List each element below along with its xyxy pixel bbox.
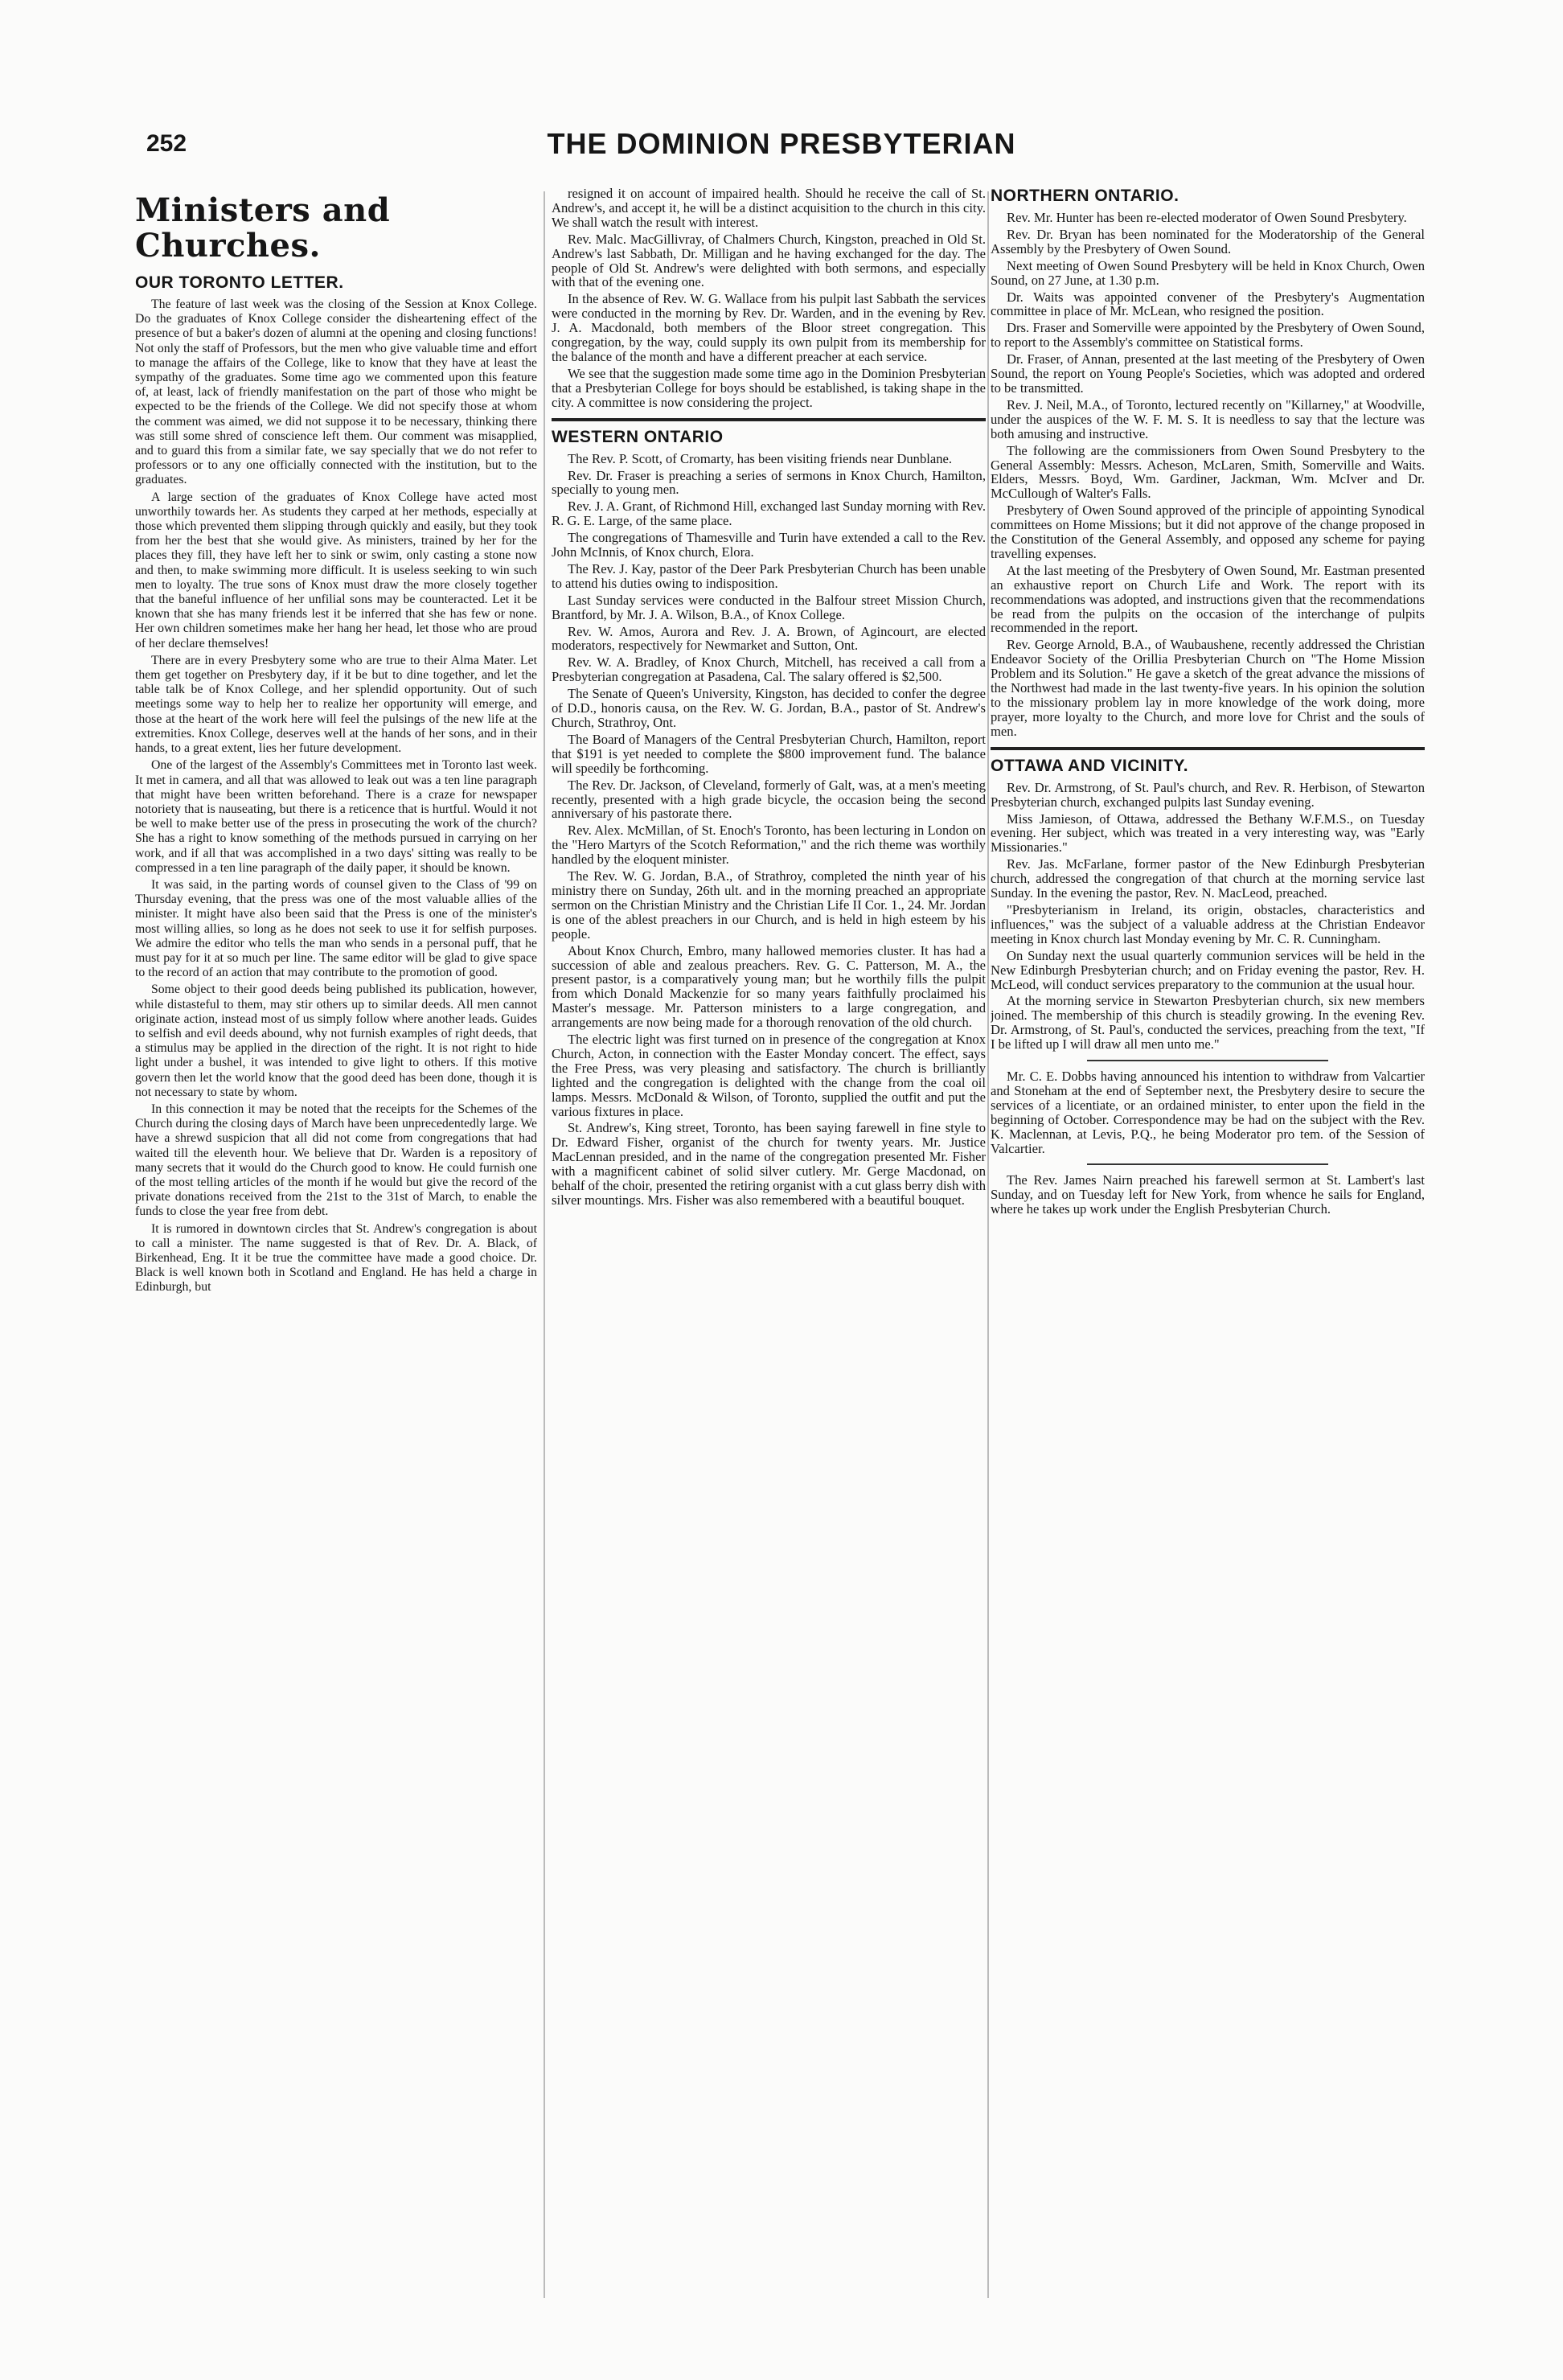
article-paragraph: It was said, in the parting words of counsel given to the Class of '99 on Thursday evening, that the press was one of the most valuable allies of the minister. It might have also been said that the Press is one of the minister's most willing allies, so long as he does not seek to use it for selfish purposes. We admire the editor who tells the man who sends in a personal puff, that he must pay for it at so much per line. The same editor will be glad to give space to the record of an action that may contribute to the promotion of good.	[135, 877, 537, 980]
article-paragraph: Rev. Dr. Fraser is preaching a series of sermons in Knox Church, Hamilton, specially to young men.	[552, 467, 986, 498]
article-paragraph: The congregations of Thamesville and Turin have extended a call to the Rev. John McInnis, of Knox church, Elora.	[552, 530, 986, 560]
article-paragraph: The following are the commissioners from Owen Sound Presbytery to the General Assembly: Messrs. Acheson, McLaren, Smith, Somerville and Waits. Elders, Messrs. Boyd, Wm. Gardiner, Jackman, Wm. McIver and Dr. McCullough of Walter's Falls.	[991, 442, 1425, 502]
divider	[1087, 1163, 1328, 1165]
article-paragraph: Next meeting of Owen Sound Presbytery will be held in Knox Church, Owen Sound, on 27 June, at 1.30 p.m.	[991, 257, 1425, 288]
article-paragraph: Rev. J. Neil, M.A., of Toronto, lectured recently on "Killarney," at Woodville, under the auspices of the W. F. M. S. It is needless to say that the lecture was both amusing and instructive.	[991, 396, 1425, 441]
article-paragraph: In the absence of Rev. W. G. Wallace from his pulpit last Sabbath the services were conducted in the morning by Rev. Dr. Warden, and in the evening by Rev. J. A. Macdonald, both members of the Bloor street congregation. This congregation, by the way, could supply its own pulpit from its membership for the balance of the month and have a different preacher at each service.	[552, 291, 986, 364]
article-paragraph: It is rumored in downtown circles that St. Andrew's congregation is about to call a minister. The name suggested is that of Rev. Dr. A. Black, of Birkenhead, Eng. It it be true the committee have made a good choice. Dr. Black is well known both in Scotland and England. He has held a charge in Edinburgh, but	[135, 1221, 537, 1295]
article-paragraph: Rev. Malc. MacGillivray, of Chalmers Church, Kingston, preached in Old St. Andrew's last Sabbath, Dr. Milligan and he having exchanged for the day. The people of Old St. Andrew's were delighted with both sermons, and especially with that of the evening one.	[552, 231, 986, 290]
column-rule	[544, 191, 545, 2298]
article-paragraph: "Presbyterianism in Ireland, its origin, obstacles, characteristics and influences," was the subject of a valuable address at the Christian Endeavor meeting in Knox church last Monday evening by Mr. C. R. Cunningham.	[991, 901, 1425, 946]
article-paragraph: Rev. Jas. McFarlane, former pastor of the New Edinburgh Presbyterian church, addressed the congregation of that church at the morning service last Sunday. In the evening the pastor, Rev. N. MacLeod, preached.	[991, 856, 1425, 901]
article-paragraph: Rev. Dr. Armstrong, of St. Paul's church, and Rev. R. Herbison, of Stewarton Presbyterian church, exchanged pulpits last Sunday evening.	[991, 779, 1425, 810]
article-paragraph: The Rev. Dr. Jackson, of Cleveland, formerly of Galt, was, at a men's meeting recently, presented with a high grade bicycle, the occasion being the second anniversary of his pastorate there.	[552, 777, 986, 822]
divider	[1087, 1060, 1328, 1061]
article-paragraph: The Board of Managers of the Central Presbyterian Church, Hamilton, report that $191 is yet needed to complete the $800 improvement fund. The balance will speedily be forthcoming.	[552, 731, 986, 776]
ottawa-heading: OTTAWA AND VICINITY.	[991, 747, 1425, 776]
ottawa-body	[991, 781, 1425, 1052]
article-paragraph: At the morning service in Stewarton Presbyterian church, six new members joined. The membership of this church is steadily growing. In the evening Rev. Dr. Armstrong, of St. Paul's, conducted the services, preaching from the text, "If I be lifted up I will draw all men unto me."	[991, 993, 1425, 1053]
toronto-letter-continued	[552, 187, 986, 410]
column-2	[552, 187, 986, 2309]
northern-ontario-heading: NORTHERN ONTARIO.	[991, 187, 1179, 205]
valcartier-notice	[991, 1069, 1425, 1155]
column-3	[991, 187, 1425, 2309]
article-paragraph: The Rev. P. Scott, of Cromarty, has been visiting friends near Dunblane.	[568, 450, 953, 466]
column-rule	[987, 191, 989, 2298]
article-paragraph: St. Andrew's, King street, Toronto, has been saying farewell in fine style to Dr. Edward Fisher, organist of the church for twenty years. Mr. Justice MacLennan presided, and in the name of the congregation presented Mr. Fisher with a magnificent cabinet of solid silver cutlery. Mr. Gerge Macdonad, on behalf of the choir, presented the retiring organist with a cut glass berry dish with silver mountings. Mrs. Fisher was also remembered with a beautiful bouquet.	[552, 1120, 986, 1208]
article-paragraph: Dr. Waits was appointed convener of the Presbytery's Augmentation committee in place of Mr. McLean, who resigned the position.	[991, 289, 1425, 319]
article-paragraph: In this connection it may be noted that the receipts for the Schemes of the Church during the closing days of March have been unprecedentedly large. We have a shrewd suspicion that all did not come from congregations that had waited till the eleventh hour. We believe that Dr. Warden is a repository of many secrets that it would do the Church good to know. He could furnish one of the most telling articles of the month if he would but give the record of the private donations received from the 21st to the 31st of March, to enable the funds to close the year free from debt.	[135, 1102, 537, 1219]
column-1	[135, 187, 537, 2309]
toronto-letter-body	[135, 298, 537, 1295]
article-paragraph: One of the largest of the Assembly's Committees met in Toronto last week. It met in camera, and all that was allowed to leak out was a ten line paragraph that might have been written beforehand. There is a craze for newspaper notoriety that is nauseating, but there is a reticence that is hurtful. Would it not be well to make better use of the press in prosecuting the work of the church? She has a right to know something of the methods pursued in carrying on her work, and if all that was accomplished in a two days' sitting was really to be compressed in a ten line paragraph of the daily paper, it should be known.	[135, 758, 537, 875]
article-paragraph: There are in every Presbytery some who are true to their Alma Mater. Let them get together on Presbytery day, if it be but to dine together, and let the table talk be of Knox College, and her splendid opportunity. Out of such meetings some way to help her to realize her opportunity will emerge, and those at the heart of the work here will feel the pulsings of the new life at the extremities. Knox College, deserves well at the hands of her sons, and in their hands, to a great extent, lies her future development.	[135, 653, 537, 756]
article-paragraph: We see that the suggestion made some time ago in the Dominion Presbyterian that a Presbyterian College for boys should be established, is taking shape in the city. A committee is now considering the project.	[552, 365, 986, 410]
article-paragraph: The Rev. J. Kay, pastor of the Deer Park Presbyterian Church has been unable to attend his duties owing to indisposition.	[552, 560, 986, 591]
article-paragraph: A large section of the graduates of Knox College have acted most unworthily towards her. As students they carped at her methods, especially at those which prevented them slipping through quickly and easily, but they took from her the best that she would give. As ministers, trained by her for the places they fill, they have left her to sink or swim, only casting a stone now and then, to make swimming more difficult. It is useless seeking to win such men to loyalty. The true sons of Knox must draw the more closely together that the baneful influence of her unfilial sons may be counteracted. Let it be known that she has many friends lest it be inferred that she has few or none. Her own children sometimes make her hang her head, let those who are proud of her declare themselves!	[135, 490, 537, 650]
article-paragraph: Rev. W. A. Bradley, of Knox Church, Mitchell, has received a call from a Presbyterian congregation at Pasadena, Cal. The salary offered is $2,500.	[552, 654, 986, 685]
article-paragraph: The Senate of Queen's University, Kingston, has decided to confer the degree of D.D., honoris causa, on the Rev. W. G. Jordan, B.A., pastor of St. Andrew's Church, Strathroy, Ont.	[552, 686, 986, 730]
article-paragraph: About Knox Church, Embro, many hallowed memories cluster. It has had a succession of able and zealous preachers. Rev. G. C. Patterson, M. A., the present pastor, is a comparatively young man; but he worthily fills the pulpit from which Donald Mackenzie for so many years faithfully proclaimed his Master's message. Mr. Patterson ministers to a large congregation, and arrangements are now being made for a thorough renovation of the old church.	[552, 942, 986, 1031]
western-ontario-heading: WESTERN ONTARIO	[552, 418, 986, 447]
article-paragraph: Rev. J. A. Grant, of Richmond Hill, exchanged last Sunday morning with Rev. R. G. E. Large, of the same place.	[552, 499, 986, 529]
article-paragraph: Rev. Alex. McMillan, of St. Enoch's Toronto, has been lecturing in London on the "Hero Martyrs of the Scotch Reformation," and the rich theme was worthily handled by the eloquent minister.	[552, 823, 986, 868]
article-paragraph: Last Sunday services were conducted in the Balfour street Mission Church, Brantford, by Mr. J. A. Wilson, B.A., of Knox College.	[552, 592, 986, 622]
article-paragraph: On Sunday next the usual quarterly communion services will be held in the New Edinburgh Presbyterian church; and on Friday evening the pastor, Rev. H. McLeod, will conduct services preparatory to the communion at the usual hour.	[991, 947, 1425, 992]
article-paragraph: Some object to their good deeds being published its publication, however, while distasteful to them, may stir others up to similar deeds. All men cannot originate action, instead most of us simply follow where another leads. Guides to selfish and evil deeds abound, why not furnish examples of right deeds, that a stimulus may be applied in the direction of the right. It is not right to hide light under a bushel, it was intended to give light to others. If this motive govern then let the world know that the good deed has been done, though it is not necessary to state by whom.	[135, 983, 537, 1099]
nairn-notice	[991, 1173, 1425, 1217]
article-paragraph: Rev. W. Amos, Aurora and Rev. J. A. Brown, of Agincourt, are elected moderators, respectively for Newmarket and Sutton, Ont.	[552, 623, 986, 654]
section-title: Ministers and Churches.	[135, 191, 391, 265]
article-paragraph: At the last meeting of the Presbytery of Owen Sound, Mr. Eastman presented an exhaustive report on Church Life and Work. The report with its recommendations was adopted, and instructions given that the recommendations be read from the pulpits on the occasion of the interchange of pulpits recommended in the report.	[991, 562, 1425, 636]
article-paragraph: Rev. Mr. Hunter has been re-elected moderator of Owen Sound Presbytery.	[1007, 210, 1407, 225]
publication-title: THE DOMINION PRESBYTERIAN	[547, 127, 1016, 160]
article-paragraph: The electric light was first turned on in presence of the congregation at Knox Church, Acton, in connection with the Easter Monday concert. The effect, says the Free Press, was very pleasing and satisfactory. The church is brilliantly lighted and the congregation is delighted with the change from the coal oil lamps. Messrs. McDonald & Wilson, of Toronto, supplied the outfit and put the various fixtures in place.	[552, 1032, 986, 1119]
article-paragraph: The feature of last week was the closing of the Session at Knox College. Do the graduates of Knox College consider the disheartening effect of the presence of but a baker's dozen of alumni at the opening and closing functions! Not only the staff of Professors, but the men who give valuable time and effort to manage the affairs of the College, like to know that they have at least the sympathy of the graduates. Some time ago we commented upon this feature of, at least, lack of friendly manifestation on the part of those who might be expected to be the friends of the College. We did not specify those at whom the comment was aimed, we did not suppose it to be necessary, thinking there was still some shred of conscience left them. Our comment was misapplied, and to guard this from a similar fate, we say specially that we do not refer to professors or to any one officially connected with the institution, but to the graduates.	[135, 298, 537, 487]
article-paragraph: Dr. Fraser, of Annan, presented at the last meeting of the Presbytery of Owen Sound, the report on Young People's Societies, which was adopted and ordered to be transmitted.	[991, 351, 1425, 396]
article-paragraph: Miss Jamieson, of Ottawa, addressed the Bethany W.F.M.S., on Tuesday evening. Her subject, which was treated in a very interesting way, was "Early Missionaries."	[991, 810, 1425, 856]
article-paragraph: resigned it on account of impaired health. Should he receive the call of St. Andrew's, and accept it, he will be a distinct acquisition to the church in this city. We shall watch the result with interest.	[552, 187, 986, 230]
article-paragraph: Presbytery of Owen Sound approved of the principle of appointing Synodical committees on Home Missions; but it did not approve of the change proposed in the Constitution of the General Assembly, and opposed any scheme for paying travelling expenses.	[991, 503, 1425, 561]
northern-ontario-body	[991, 211, 1425, 739]
article-paragraph: Rev. George Arnold, B.A., of Waubaushene, recently addressed the Christian Endeavor Society of the Orillia Presbyterian Church on "The Home Mission Problem and its Solution." He gave a sketch of the great advance the missions of the Northwest had made in the last twenty-five years. In his opinion the solution to the missionary problem lay in more knowledge of the work doing, more prayer, more loyalty to the Church, and more love for Christ and the souls of men.	[991, 637, 1425, 739]
toronto-letter-heading: OUR TORONTO LETTER.	[135, 273, 344, 292]
article-paragraph: The Rev. W. G. Jordan, B.A., of Strathroy, completed the ninth year of his ministry there on Sunday, 26th ult. and in the morning preached an appropriate sermon on the Christian Ministry and the Christian Life II Cor. 1., 24. Mr. Jordan is one of the ablest preachers in our Church, and is held in high esteem by his people.	[552, 868, 986, 942]
article-paragraph: Drs. Fraser and Somerville were appointed by the Presbytery of Owen Sound, to report to the Assembly's committee on Statistical forms.	[991, 320, 1425, 351]
article-paragraph: Rev. Dr. Bryan has been nominated for the Moderatorship of the General Assembly by the Presbytery of Owen Sound.	[991, 226, 1425, 256]
western-ontario-body	[552, 452, 986, 1208]
page-number: 252	[146, 130, 187, 157]
article-paragraph: Mr. C. E. Dobbs having announced his intention to withdraw from Valcartier and Stoneham at the end of September next, the Presbytery desire to secure the services of a licentiate, or an ordained minister, to enter upon the field in the beginning of October. Correspondence may be had on the subject with the Rev. K. Maclennan, at Levis, P.Q., he being Moderator pro tem. of the Session of Valcartier.	[991, 1069, 1425, 1156]
article-paragraph: The Rev. James Nairn preached his farewell sermon at St. Lambert's last Sunday, and on Tuesday left for New York, from whence he sails for England, where he takes up work under the English Presbyterian Church.	[991, 1172, 1425, 1217]
